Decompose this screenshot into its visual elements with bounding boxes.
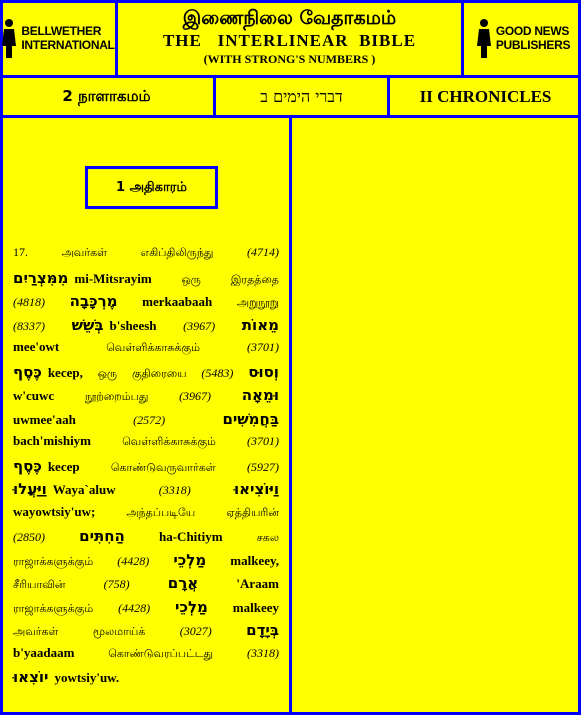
verse-line: ராஜாக்களுக்கும் (4428) מַלְכֵי malkeey	[13, 597, 279, 616]
book-name-english: II CHRONICLES	[390, 78, 581, 118]
goodnews-logo	[464, 0, 581, 78]
verse-line: 17. அவர்கள் எகிப்திலிருந்து (4714)	[13, 245, 279, 259]
verse-line: וַיַּעֲלוּ Waya`aluw (3318) וַיּוֹצִיאוּ	[13, 480, 279, 498]
right-logo-line1: GOOD NEWS	[495, 23, 570, 38]
verse-line: (2850) הַחִתִּים ha-Chitiym சகல	[13, 527, 279, 545]
verse-line: wayowtsiy'uw; அந்தப்படியே ஏத்தியரின்	[13, 503, 279, 519]
left-logo-line2: INTERNATIONAL	[21, 37, 115, 52]
figure-icon	[475, 18, 493, 58]
verse-line: יוֹצִאוּ yowtsiy'uw.	[13, 668, 120, 686]
verse-line: ராஜாக்களுக்கும் (4428) מַלְכֵי malkeey,	[13, 550, 279, 569]
bellwether-logo	[0, 0, 118, 78]
book-name-hebrew: דברי הימים ב	[216, 78, 390, 118]
verse-line: w'cuwc நூற்றைம்பது (3967) וּמֵאָה	[13, 386, 279, 404]
left-logo-line1: BELLWETHER	[21, 23, 102, 38]
verse-line: b'yaadaam கொண்டுவரப்பட்டது (3318)	[13, 644, 279, 660]
figure-icon	[0, 18, 18, 58]
verse-line: uwmee'aah (2572) בַּחֲמִשִּׁים	[13, 409, 279, 428]
verse-line: כֶּסֶף kecep கொண்டுவருவார்கள் (5927)	[13, 456, 279, 475]
verse-text	[13, 245, 279, 692]
right-logo-line2: PUBLISHERS	[495, 37, 571, 52]
verse-line: சீரியாவின் (758) אֲרָם 'Araam	[13, 574, 279, 592]
title-block	[118, 0, 464, 78]
verse-line: (4818) מֶרְכָּבָה merkaabaah அறுநூறு	[13, 292, 279, 310]
verse-line: bach'mishiym வெள்ளிக்காசுக்கும் (3701)	[13, 433, 279, 448]
verse-line: அவர்கள் மூலமாய்க் (3027) בְּיָדָם	[13, 621, 279, 639]
title-subtitle: (WITH STRONG'S NUMBERS )	[203, 52, 376, 66]
book-name-tamil: 2 நாளாகமம்	[0, 78, 216, 118]
title-tamil: இணைநிலை வேதாகமம்	[182, 7, 397, 29]
verse-line: mee'owt வெள்ளிக்காசுக்கும் (3701)	[13, 339, 279, 354]
chapter-label: 1 அதிகாரம்	[85, 166, 218, 209]
verse-line: מִמִּצְרַיִם mi-Mitsrayim ஒரு இரதத்தை	[13, 268, 279, 287]
title-english: THE INTERLINEAR BIBLE	[162, 31, 417, 50]
verse-line: (8337) בְּשֵׁשׁ b'sheesh (3967) מֵאוֹת	[13, 315, 279, 334]
verse-line: כֶּסֶף kecep, ஒரு குதிரையை (5483) וְסוּס	[13, 362, 279, 381]
column-divider	[289, 118, 292, 715]
